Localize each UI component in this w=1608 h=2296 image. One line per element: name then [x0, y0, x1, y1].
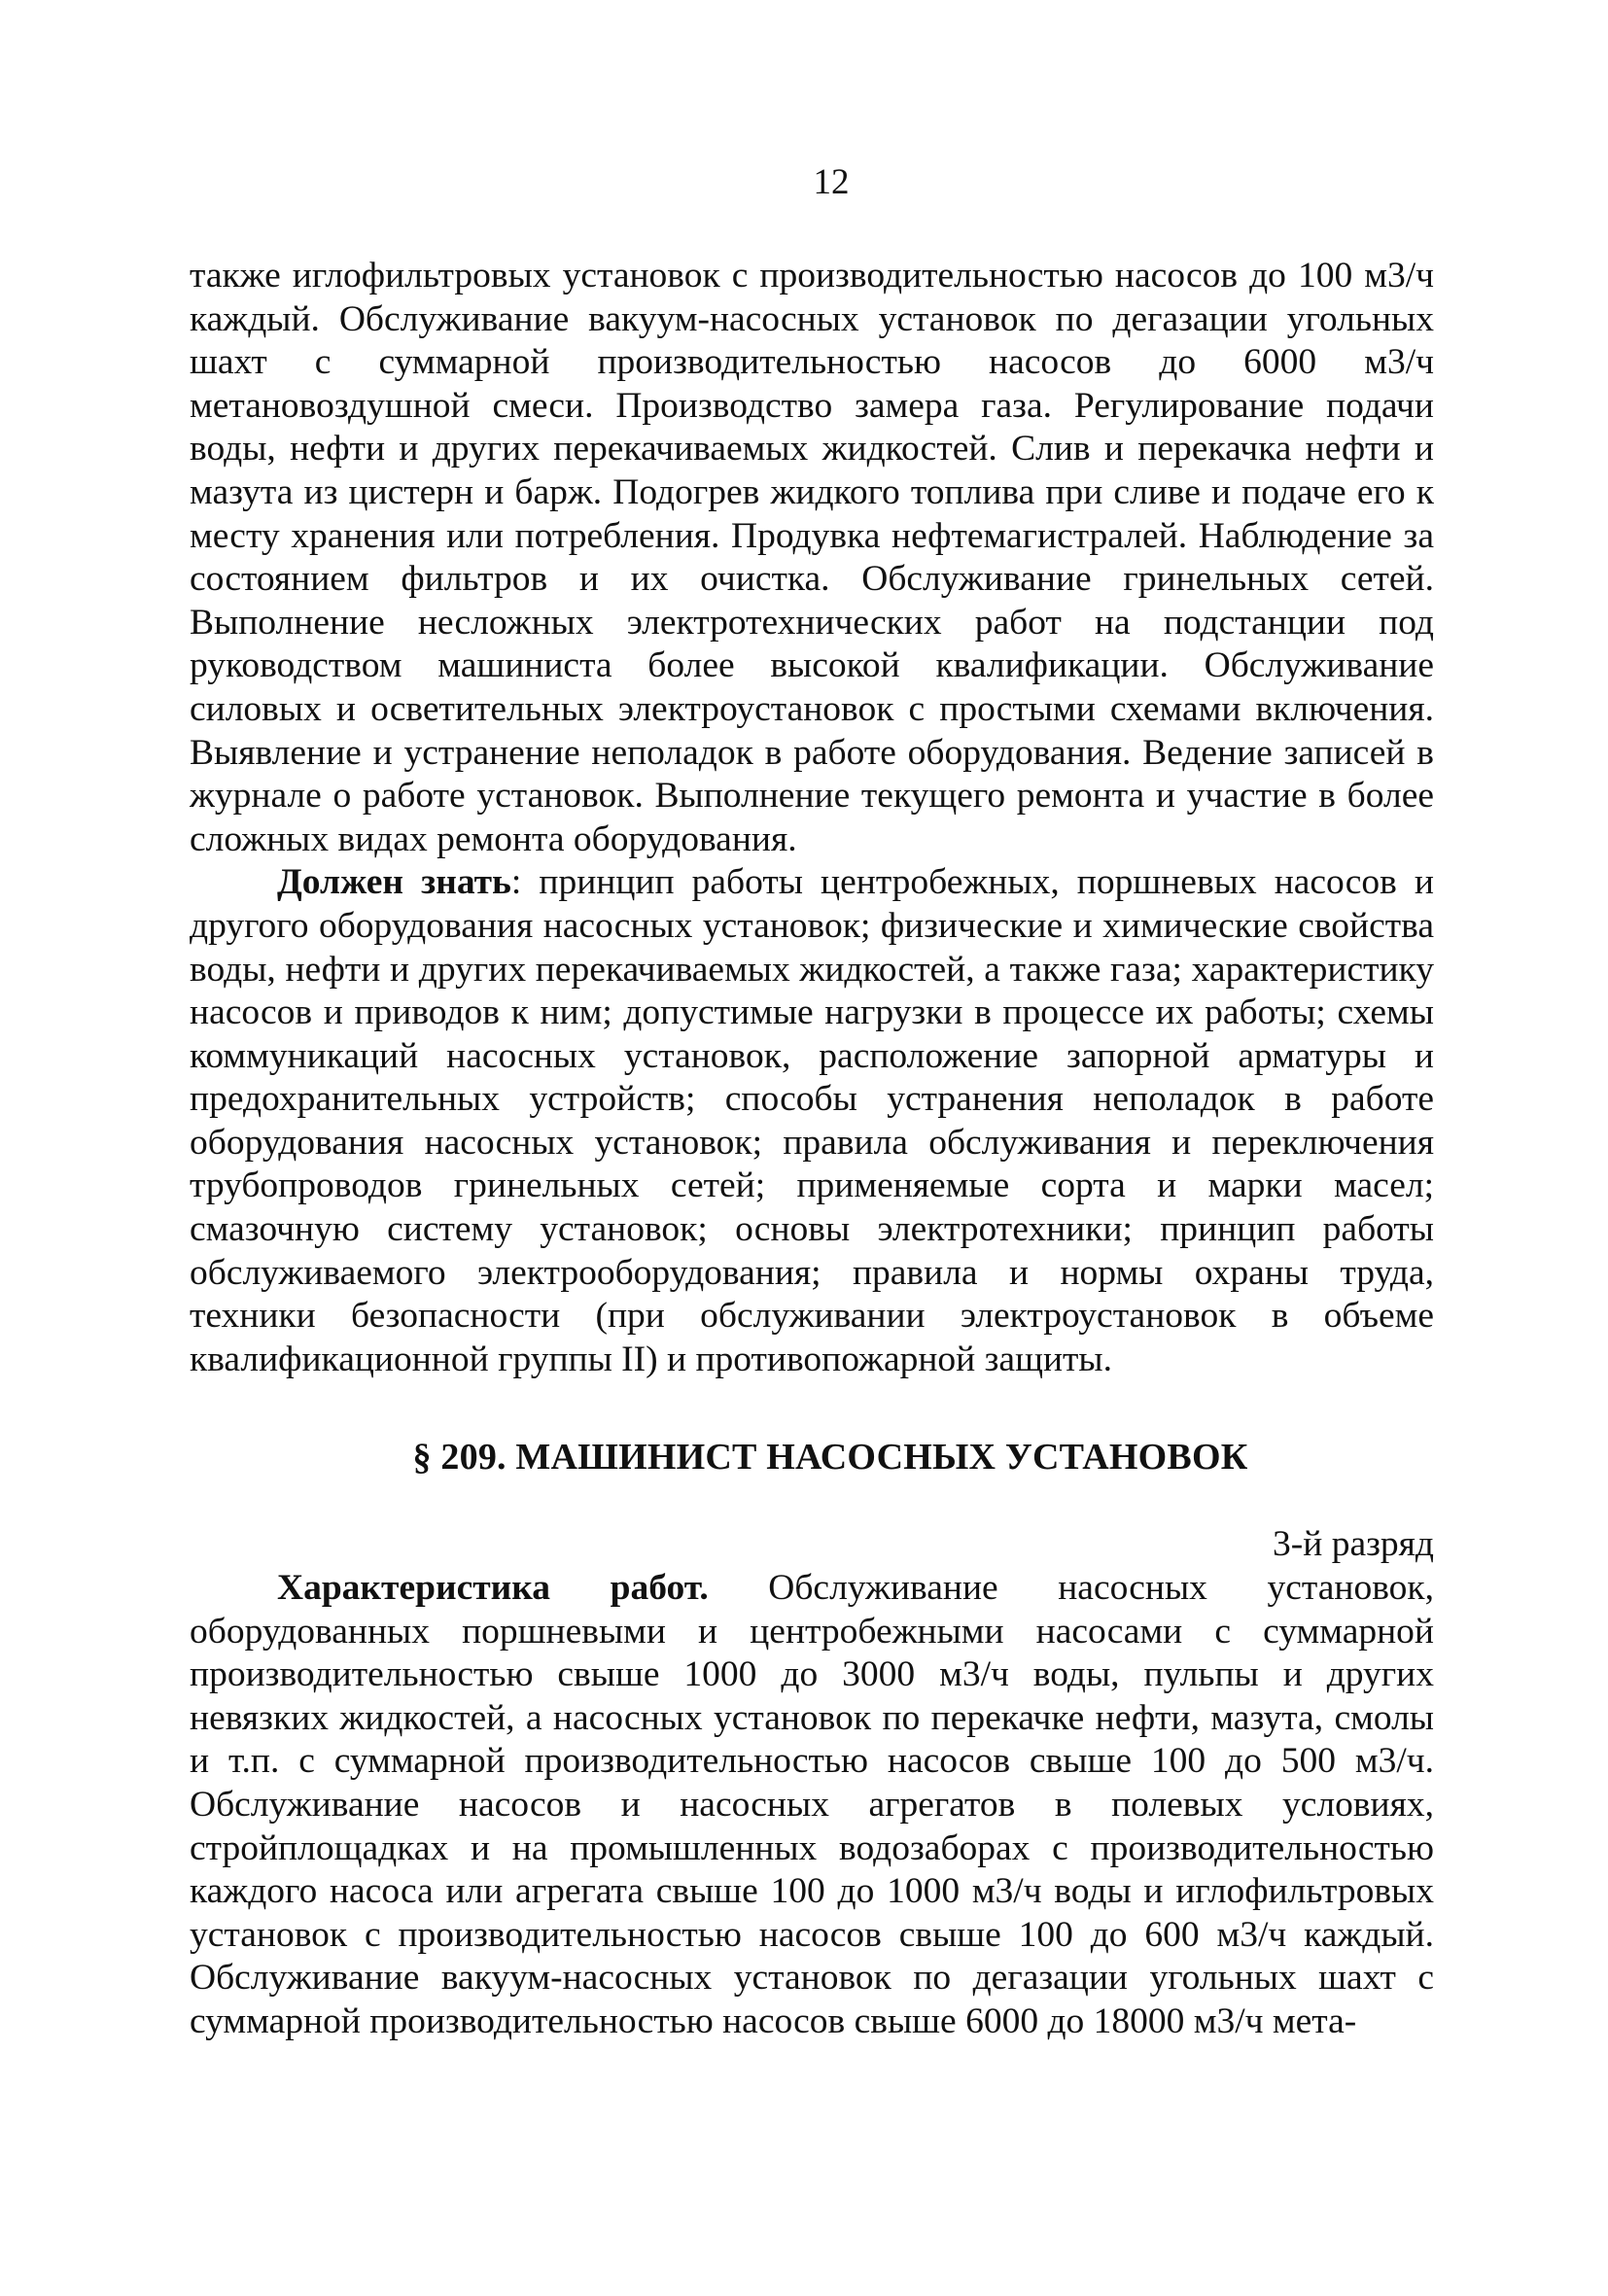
must-know-text: : принцип работы центробежных, поршневых насосов и другого оборудования насосных установок; физические и химические свойства воды, нефти и других перекачиваемых жидкостей, а также газа; характеристику насосов и приводов к ним; допустимые нагрузки в процессе их работы; схемы коммуникаций насосных установок, расположение запорной арматуры и предохранительных устройств; способы устранения неполадок в работе оборудования насосных установок; правила обслуживания и переключения трубопроводов гринельных сетей; применяемые сорта и марки масел; смазочную систему установок; основы электротехники; принцип работы обслуживаемого электрооборудования; правила и нормы охраны труда, техники безопасности (при обслуживании электроустановок в объеме квалификационной группы II) и противопожарной защиты. — [190, 862, 1434, 1379]
work-characteristics-label: Характеристика работ. — [277, 1568, 709, 1609]
must-know-paragraph — [190, 861, 1434, 1381]
grade-label: 3-й разряд — [1273, 1524, 1434, 1565]
continuation-paragraph: также иглофильтровых установок с производительностью насосов до 100 м3/ч каждый. Обслуживание вакуум-насосных установок по дегазации угольных шахт с суммарной производительностью насосов до 6000 м3/ч метановоздушной смеси. Производство замера газа. Регулирование подачи воды, нефти и других перекачиваемых жидкостей. Слив и перекачка нефти и мазута из цистерн и барж. Подогрев жидкого топлива при сливе и подаче его к месту хранения или потребления. Продувка нефтемагистралей. Наблюдение за состоянием фильтров и их очистка. Обслуживание гринельных сетей. Выполнение несложных электротехнических работ на подстанции под руководством машиниста более высокой квалификации. Обслуживание силовых и осветительных электроустановок с простыми схемами включения. Выявление и устранение неполадок в работе оборудования. Ведение записей в журнале о работе установок. Выполнение текущего ремонта и участие в более сложных видах ремонта оборудования. — [190, 256, 1434, 859]
section-heading: § 209. МАШИНИСТ НАСОСНЫХ УСТАНОВОК — [412, 1437, 1248, 1478]
page-number: 12 — [813, 162, 850, 202]
document-page — [190, 163, 1434, 2044]
work-characteristics-paragraph — [190, 1567, 1434, 2044]
must-know-label: Должен знать — [277, 862, 511, 903]
work-characteristics-text: Обслуживание насосных установок, оборудованных поршневыми и центробежными насосами с суммарной производительностью свыше 1000 до 3000 м3/ч воды, пульпы и других невязких жидкостей, а насосных установок по перекачке нефти, мазута, смолы и т.п. с суммарной производительностью насосов свыше 100 до 500 м3/ч. Обслуживание насосов и насосных агрегатов в полевых условиях, стройплощадках и на промышленных водозаборах с производительностью каждого насоса или агрегата свыше 100 до 1000 м3/ч воды и иглофильтровых установок с производительностью насосов свыше 100 до 600 м3/ч каждый. Обслуживание вакуум-насосных установок по дегазации угольных шахт с суммарной производительностью насосов свыше 6000 до 18000 м3/ч мета- — [190, 1568, 1434, 2041]
